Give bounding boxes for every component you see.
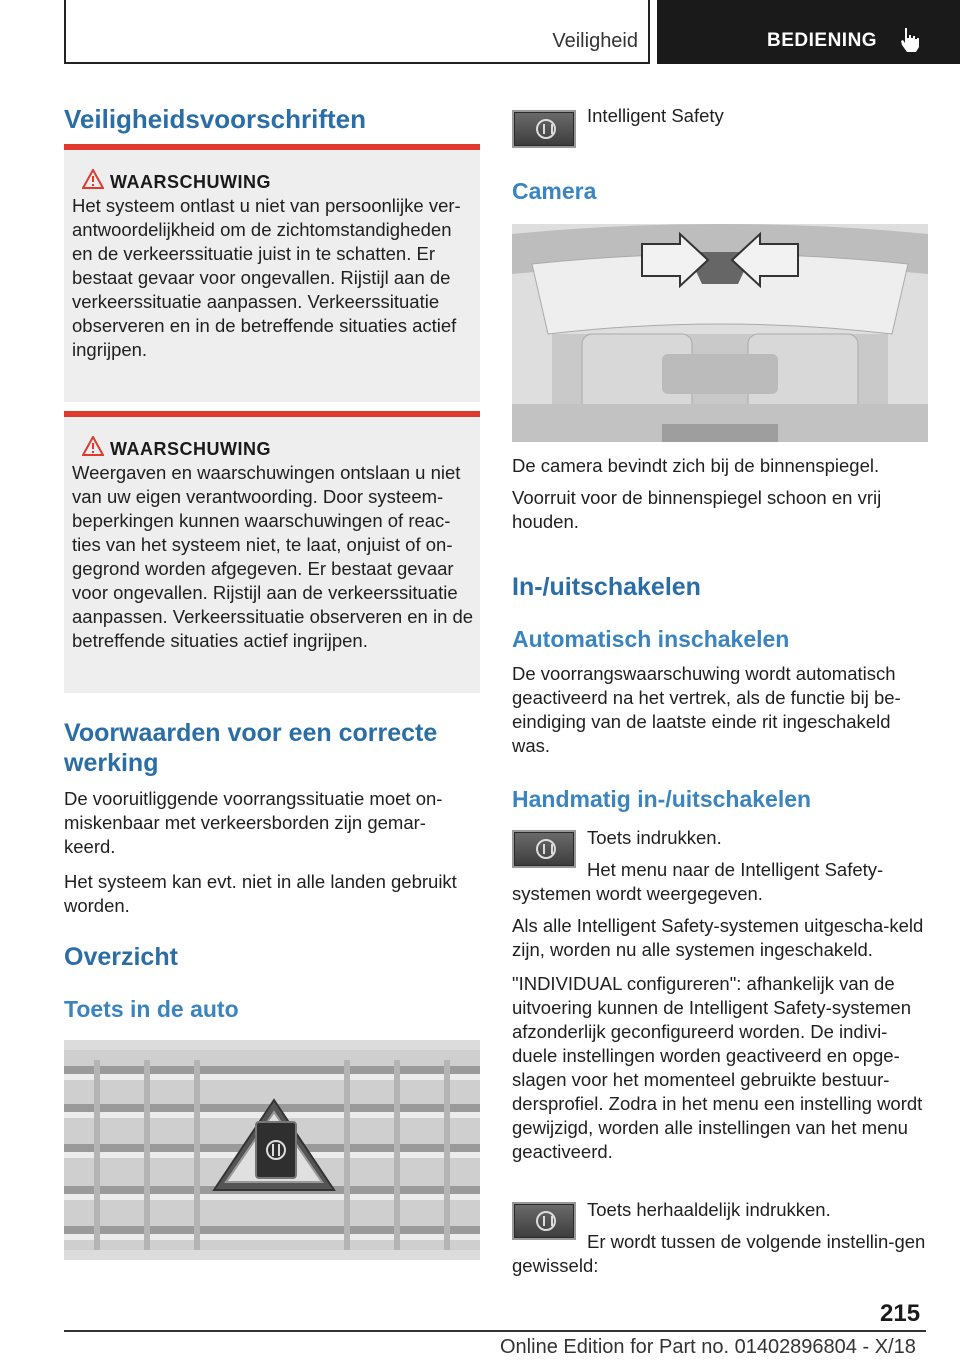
paragraph: Voorruit voor de binnenspiegel schoon en vrij houden. (512, 487, 882, 532)
header-chapter-label: BEDIENING (767, 30, 878, 51)
warning-triangle-icon (82, 169, 104, 189)
section-heading-switch: In-/uitschakelen (512, 573, 701, 601)
page-title: Veiligheidsvoorschriften (64, 104, 366, 134)
warning-box (64, 411, 480, 693)
section-heading-conditions: Voorwaarden voor een correcte werking (64, 719, 438, 777)
header-divider (648, 0, 650, 64)
paragraph: De camera bevindt zich bij de binnenspiegel. (512, 455, 880, 476)
paragraph: De vooruitliggende voorrangssituatie moet on-miskenbaar met verkeersborden zijn gemar-keerd. (64, 788, 443, 857)
header-section-label: Veiligheid (552, 30, 638, 52)
header-bottom-rule (64, 62, 650, 64)
hand-pointer-icon (897, 26, 923, 54)
warning-text: Het systeem ontlast u niet van persoonlijke ver-antwoordelijkheid om de zichtomstandigheden en de verkeerssituatie juist in te schatten. Er bestaat gevaar voor ongevallen. Rijstijl aan de verkeerssituatie aanpassen. Verkeerssituatie observeren en in de betreffende situaties actief ingrijpen. (72, 195, 461, 360)
header-chapter-tab (657, 0, 960, 64)
subheading-manual: Handmatig in-/uitschakelen (512, 786, 812, 812)
paragraph: Als alle Intelligent Safety-systemen uitgescha-keld zijn, worden nu alle systemen ingeschakeld. (512, 915, 924, 960)
paragraph: Er wordt tussen de volgende instellin-gen gewisseld: (512, 1231, 926, 1276)
paragraph: Toets herhaaldelijk indrukken. (587, 1199, 831, 1220)
warning-box (64, 144, 480, 402)
footer-rule (64, 1330, 926, 1332)
warning-title: WAARSCHUWING (110, 172, 271, 192)
paragraph: "INDIVIDUAL configureren": afhankelijk van de uitvoering kunnen de Intelligent Safety-systemen afzonderlijk geconfigureerd worden. De indivi-duele instellingen worden geactiveerd en opge-slagen voor het momenteel gebruikte bestuur-dersprofiel. Zodra in het menu een instelling wordt gewijzigd, worden alle instellingen van het menu geactiveerd. (512, 973, 923, 1162)
camera-interior-photo (512, 224, 928, 442)
intelligent-safety-button (512, 110, 576, 148)
footer-edition: Online Edition for Part no. 01402896804 - X/18 (500, 1336, 916, 1358)
button-in-car-photo (64, 1040, 480, 1260)
paragraph: Het menu naar de Intelligent Safety-systemen wordt weergegeven. (512, 859, 884, 904)
safety-button-icon (536, 119, 556, 139)
subheading-button: Toets in de auto (64, 996, 239, 1022)
page-number: 215 (880, 1300, 921, 1327)
intelligent-safety-label: Intelligent Safety (587, 105, 724, 126)
warning-triangle-icon (82, 436, 104, 456)
paragraph: Toets indrukken. (587, 827, 722, 848)
header-left-rule (64, 0, 66, 64)
warning-title: WAARSCHUWING (110, 439, 271, 459)
subheading-automatic: Automatisch inschakelen (512, 626, 790, 652)
safety-button-icon (536, 1211, 556, 1231)
section-heading-camera: Camera (512, 178, 597, 204)
paragraph: Het systeem kan evt. niet in alle landen gebruikt worden. (64, 871, 457, 916)
section-heading-overview: Overzicht (64, 943, 178, 971)
safety-button-icon (536, 839, 556, 859)
warning-text: Weergaven en waarschuwingen ontslaan u niet van uw eigen verantwoording. Door systeem-beperkingen kunnen waarschuwingen of reac-ties van het systeem niet, te laat, onjuist of on-gegrond worden afgegeven. Er bestaat gevaar voor ongevallen. Rijstijl aan de verkeerssituatie aanpassen. Verkeerssituatie observeren en in de betreffende situaties actief ingrijpen. (72, 462, 474, 651)
paragraph: De voorrangswaarschuwing wordt automatisch geactiveerd na het vertrek, als de functie bij be-eindiging van de laatste einde rit ingeschakeld was. (512, 663, 901, 756)
